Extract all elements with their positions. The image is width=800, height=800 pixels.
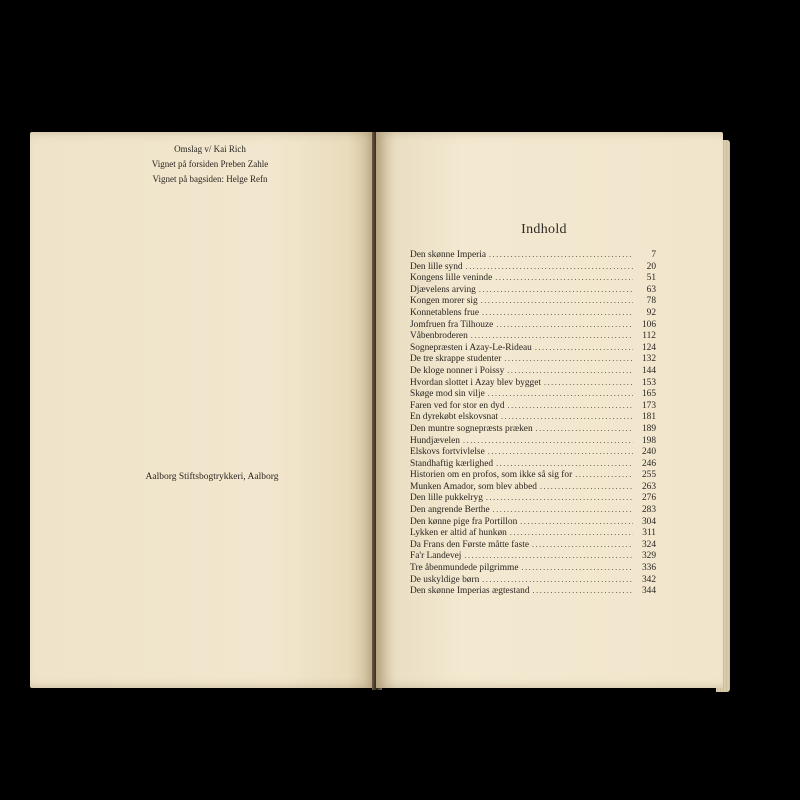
toc-page-number: 344 (641, 586, 656, 597)
toc-entry-title: Kongen morer sig (410, 296, 478, 307)
toc-leader-dots (489, 249, 633, 261)
toc-row (410, 481, 656, 493)
toc-entry-title: Hundjævelen (410, 435, 460, 446)
toc-leader-dots (481, 295, 633, 307)
toc-row (410, 585, 656, 597)
toc-entry-title: Den skønne Imperias ægtestand (410, 586, 530, 597)
toc-entry-title: Kongens lille veninde (410, 273, 493, 284)
toc-entry-title: Elskovs fortvivlelse (410, 447, 485, 458)
toc-row (410, 527, 656, 539)
toc-row (410, 504, 656, 516)
toc-row (410, 249, 656, 261)
toc-leader-dots (464, 550, 633, 562)
toc-page-number: 51 (646, 273, 656, 284)
toc-leader-dots (486, 492, 633, 504)
toc-entry-title: Standhaftig kærlighed (410, 458, 494, 469)
left-page (30, 132, 376, 688)
toc-page-number: 20 (646, 261, 656, 272)
toc-row (410, 272, 656, 284)
toc-leader-dots (508, 400, 633, 412)
toc-entry-title: Den kønne pige fra Portillon (410, 516, 518, 527)
toc-page-number: 246 (641, 458, 656, 469)
toc-entry-title: Sognepræsten i Azay-Le-Rideau (410, 342, 532, 353)
toc-page-number: 336 (641, 563, 656, 574)
toc-leader-dots (463, 435, 633, 447)
toc-leader-dots (496, 458, 633, 470)
toc-page-number: 311 (642, 528, 656, 539)
toc-page-number: 112 (642, 331, 656, 342)
toc-row (410, 539, 656, 551)
toc-leader-dots (510, 527, 633, 539)
toc-leader-dots (493, 504, 633, 516)
toc-entry-title: En dyrekøbt elskovsnat (410, 412, 499, 423)
toc-row (410, 284, 656, 296)
toc-leader-dots (507, 365, 633, 377)
toc-leader-dots (466, 261, 633, 273)
toc-entry-title: Munken Amador, som blev abbed (410, 481, 537, 492)
toc-row (410, 469, 656, 481)
toc-row (410, 377, 656, 389)
toc-page-number: 173 (641, 400, 656, 411)
toc-entry-title: Jomfruen fra Tilhouze (410, 319, 494, 330)
toc-leader-dots (482, 574, 633, 586)
toc-row (410, 423, 656, 435)
toc-row (410, 400, 656, 412)
toc-page-number: 78 (646, 296, 656, 307)
toc-row (410, 330, 656, 342)
toc-row (410, 261, 656, 273)
toc-leader-dots (501, 411, 633, 423)
toc-leader-dots (471, 330, 633, 342)
toc-entry-title: Den muntre sognepræsts præken (410, 423, 533, 434)
imprint-credits (120, 142, 300, 187)
toc-page-number: 165 (641, 389, 656, 400)
toc-entry-title: Konnetablens frue (410, 307, 479, 318)
toc-row (410, 307, 656, 319)
toc-page-number: 198 (641, 435, 656, 446)
toc-row (410, 435, 656, 447)
table-of-contents (410, 249, 656, 597)
toc-entry-title: Tre åbenmundede pilgrimme (410, 563, 519, 574)
toc-entry-title: Fa'r Landevej (410, 551, 462, 562)
toc-page-number: 304 (641, 516, 656, 527)
toc-leader-dots (488, 446, 633, 458)
toc-entry-title: Faren ved for stor en dyd (410, 400, 505, 411)
toc-page-number: 106 (641, 319, 656, 330)
toc-page-number: 283 (641, 505, 656, 516)
toc-row (410, 574, 656, 586)
toc-page-number: 263 (641, 481, 656, 492)
toc-page-number: 153 (641, 377, 656, 388)
toc-leader-dots (482, 307, 633, 319)
toc-row (410, 411, 656, 423)
toc-row (410, 388, 656, 400)
toc-entry-title: Den skønne Imperia (410, 250, 487, 260)
toc-row (410, 562, 656, 574)
toc-row (410, 319, 656, 331)
toc-page-number: 276 (641, 493, 656, 504)
toc-entry-title: Historien om en profos, som ikke så sig for (410, 470, 573, 481)
toc-leader-dots (479, 284, 633, 296)
credit-line: Vignet på forsiden Preben Zahle (151, 159, 269, 169)
toc-row (410, 446, 656, 458)
toc-entry-title: De kloge nonner i Poissy (410, 365, 505, 376)
toc-row (410, 516, 656, 528)
toc-page-number: 7 (651, 250, 656, 260)
toc-leader-dots (575, 469, 633, 481)
toc-page-number: 324 (641, 539, 656, 550)
toc-entry-title: Djævelens arving (410, 284, 476, 295)
toc-page-number: 329 (641, 551, 656, 562)
toc-page-number: 132 (641, 354, 656, 365)
toc-row (410, 458, 656, 470)
toc-entry-title: De uskyldige børn (410, 574, 480, 585)
toc-title: Indhold (521, 222, 567, 237)
toc-leader-dots (488, 388, 633, 400)
toc-leader-dots (520, 516, 633, 528)
toc-leader-dots (522, 562, 634, 574)
toc-page-number: 189 (641, 423, 656, 434)
toc-page-number: 124 (641, 342, 656, 353)
toc-leader-dots (535, 342, 633, 354)
toc-leader-dots (533, 585, 633, 597)
toc-page-number: 255 (641, 470, 656, 481)
toc-leader-dots (496, 319, 633, 331)
toc-leader-dots (540, 481, 633, 493)
toc-entry-title: Våbenbroderen (410, 331, 468, 342)
toc-entry-title: Den lille synd (410, 261, 463, 272)
toc-page-number: 181 (641, 412, 656, 423)
toc-entry-title: Da Frans den Første måtte faste (410, 539, 529, 550)
toc-page-number: 144 (641, 365, 656, 376)
credit-line: Vignet på bagsiden: Helge Refn (152, 174, 268, 184)
toc-entry-title: Den angrende Berthe (410, 505, 490, 516)
toc-entry-title: Skøge mod sin vilje (410, 389, 485, 400)
toc-row (410, 550, 656, 562)
toc-leader-dots (495, 272, 633, 284)
toc-page-number: 240 (641, 447, 656, 458)
toc-leader-dots (504, 353, 633, 365)
toc-entry-title: De tre skrappe studenter (410, 354, 502, 365)
toc-entry-title: Den lille pukkelryg (410, 493, 483, 504)
toc-page-number: 92 (646, 307, 656, 318)
toc-entry-title: Hvordan slottet i Azay blev bygget (410, 377, 541, 388)
toc-leader-dots (536, 423, 633, 435)
credit-line: Omslag v/ Kai Rich (174, 144, 246, 154)
toc-row (410, 365, 656, 377)
toc-row (410, 342, 656, 354)
toc-row (410, 295, 656, 307)
toc-row (410, 492, 656, 504)
toc-entry-title: Lykken er altid af hunkøn (410, 528, 507, 539)
printer-line: Aalborg Stiftsbogtrykkeri, Aalborg (145, 472, 279, 482)
toc-row (410, 353, 656, 365)
toc-leader-dots (532, 539, 633, 551)
toc-leader-dots (544, 377, 633, 389)
toc-page-number: 63 (646, 284, 656, 295)
toc-page-number: 342 (641, 574, 656, 585)
